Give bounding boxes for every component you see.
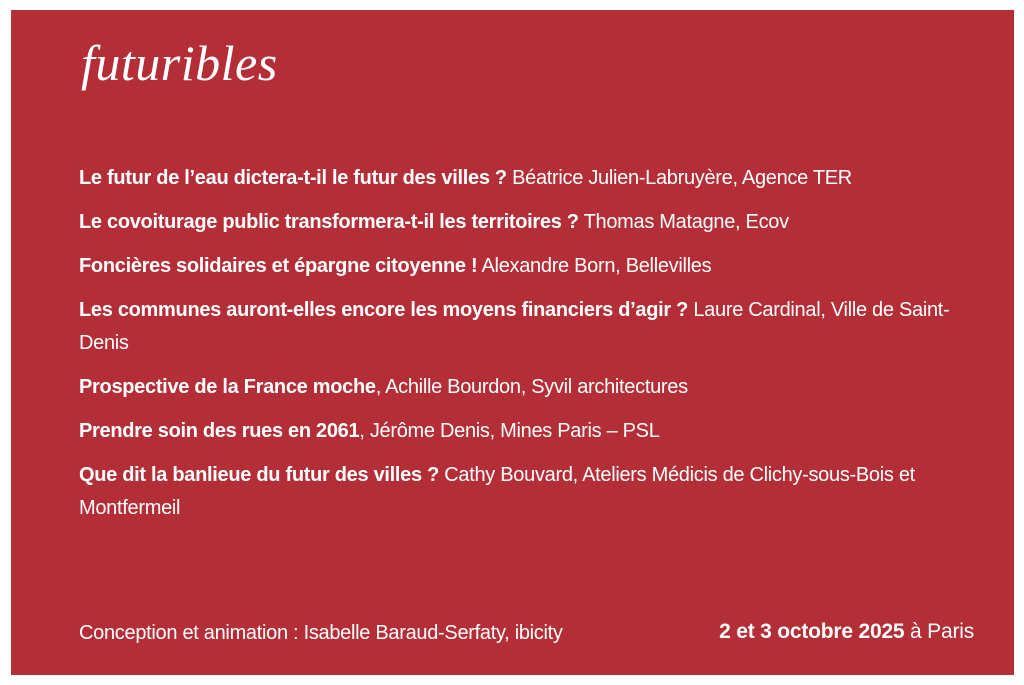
talk-speaker: Achille Bourdon, Syvil architectures <box>385 376 688 398</box>
talk-item <box>79 371 959 404</box>
talk-item <box>79 250 959 283</box>
talk-title: Le futur de l’eau dictera-t-il le futur des villes ? <box>79 167 507 189</box>
event-place: à Paris <box>904 620 974 643</box>
talk-item <box>79 294 959 360</box>
talk-speaker: Béatrice Julien-Labruyère, Agence TER <box>512 167 852 189</box>
talk-speaker: Laure Cardinal, Ville de Saint-Denis <box>79 299 950 354</box>
talk-speaker: Thomas Matagne, Ecov <box>583 211 789 233</box>
talk-item <box>79 162 959 195</box>
talk-title: Prendre soin des rues en 2061 <box>79 420 360 442</box>
event-date: 2 et 3 octobre 2025 <box>719 620 905 643</box>
talk-title: Foncières solidaires et épargne citoyenne ! <box>79 255 478 277</box>
talk-title: Le covoiturage public transformera-t-il les territoires ? <box>79 211 579 233</box>
talk-title: Les communes auront-elles encore les moyens financiers d’agir ? <box>79 299 689 321</box>
talk-list <box>79 162 959 536</box>
talk-item <box>79 415 959 448</box>
talk-speaker: Cathy Bouvard, Ateliers Médicis de Clichy-sous-Bois et Montfermeil <box>79 464 915 519</box>
talk-speaker: Alexandre Born, Bellevilles <box>481 255 712 277</box>
futuribles-logo: futuribles <box>81 35 278 91</box>
event-date-line <box>719 620 974 644</box>
credit-line: Conception et animation : Isabelle Baraud-Serfaty, ibicity <box>79 622 563 644</box>
event-card <box>11 10 1014 675</box>
talk-item <box>79 459 959 525</box>
talk-item <box>79 206 959 239</box>
talk-title: Prospective de la France moche <box>79 376 376 398</box>
talk-separator: , <box>359 420 370 442</box>
talk-speaker: Jérôme Denis, Mines Paris – PSL <box>369 420 660 442</box>
talk-separator: , <box>375 376 386 398</box>
talk-title: Que dit la banlieue du futur des villes ? <box>79 464 439 486</box>
